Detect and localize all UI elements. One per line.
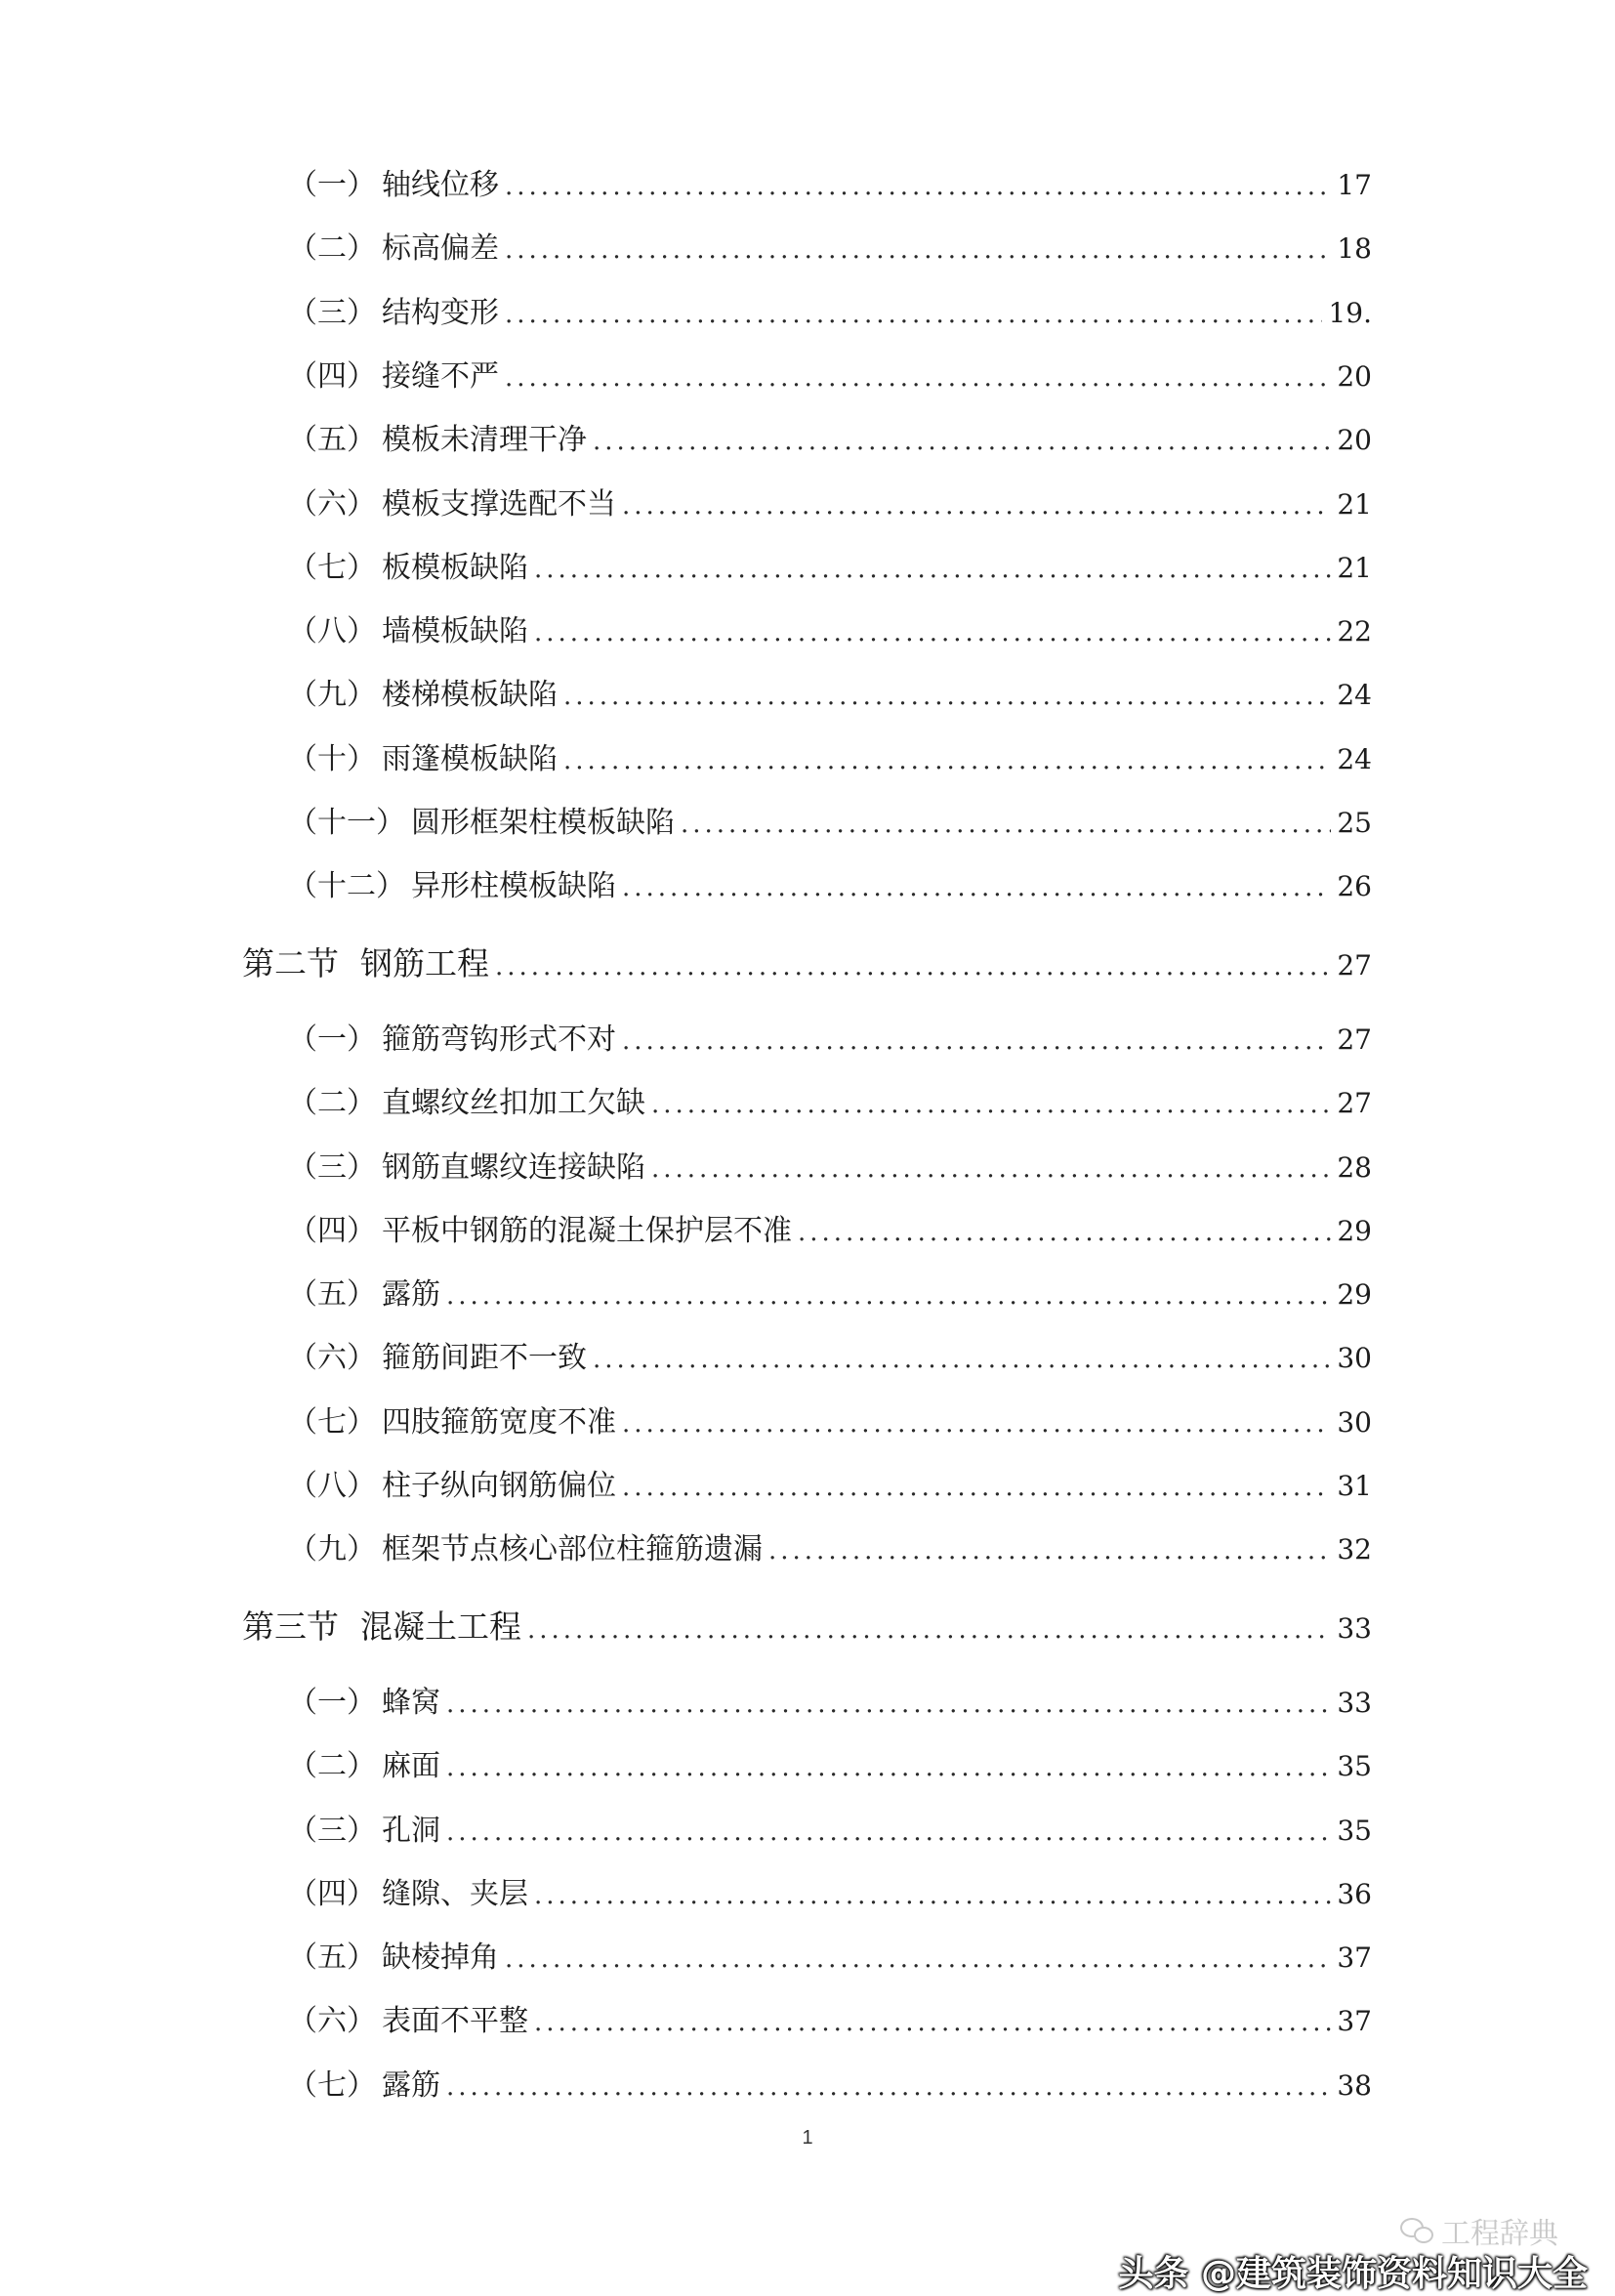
dot-leader — [651, 1149, 1331, 1189]
toc-entry-number: （一） — [288, 168, 376, 202]
toc-entry[interactable] — [288, 1530, 1372, 1570]
toc-entry-number: （一） — [288, 1022, 376, 1057]
toc-entry-number: （七） — [288, 550, 376, 585]
toc-section-heading[interactable] — [242, 944, 1372, 986]
toc-entry-number: （五） — [288, 1277, 376, 1313]
toc-entry-number: （四） — [288, 1213, 376, 1248]
dot-leader — [563, 741, 1331, 780]
toc-entry-number: 第二节 — [242, 943, 339, 982]
dot-leader — [593, 422, 1331, 461]
toc-entry-page: 32 — [1337, 1533, 1372, 1566]
toc-entry-title: 蜂窝 — [382, 1685, 440, 1720]
dot-leader — [534, 1876, 1331, 1915]
dot-leader — [446, 1685, 1331, 1724]
toc-entry-title: 标高偏差 — [382, 231, 499, 267]
toc-entry-title: 缺棱掉角 — [382, 1941, 499, 1976]
toc-entry-title: 缝隙、夹层 — [382, 1876, 528, 1911]
toc-entry-page: 38 — [1337, 2068, 1372, 2102]
toc-entry-title: 钢筋直螺纹连接缺陷 — [382, 1149, 645, 1185]
toc-entry-title: 孔洞 — [382, 1813, 440, 1848]
dot-leader — [593, 1340, 1331, 1379]
toc-entry-title: 箍筋弯钩形式不对 — [382, 1022, 616, 1057]
dot-leader — [768, 1531, 1331, 1570]
toc-entry-number: （六） — [288, 2004, 376, 2039]
toc-entry[interactable] — [288, 230, 1372, 270]
toc-entry-number: （八） — [288, 614, 376, 649]
toc-entry[interactable] — [288, 357, 1372, 397]
toc-entry[interactable] — [288, 2002, 1372, 2042]
toc-entry-title: 雨篷模板缺陷 — [382, 741, 558, 776]
toc-section-heading[interactable] — [242, 1607, 1372, 1649]
toc-entry[interactable] — [288, 1403, 1372, 1443]
toc-entry-title: 模板支撑选配不当 — [382, 486, 616, 522]
toc-entry-number: （八） — [288, 1469, 376, 1503]
toc-entry-title: 墙模板缺陷 — [382, 614, 528, 649]
toc-entry-title: 框架节点核心部位柱箍筋遗漏 — [382, 1532, 763, 1567]
toc-entry[interactable] — [288, 867, 1372, 907]
toc-entry[interactable] — [288, 2066, 1372, 2107]
toc-entry-number: （二） — [288, 1086, 376, 1121]
toc-entry-page: 27 — [1337, 1023, 1372, 1056]
toc-entry[interactable] — [288, 421, 1372, 461]
toc-entry-page: 33 — [1337, 1686, 1372, 1719]
toc-entry[interactable] — [288, 1812, 1372, 1852]
toc-entry-number: （七） — [288, 1404, 376, 1440]
toc-entry[interactable] — [288, 1275, 1372, 1315]
toc-entry[interactable] — [288, 1148, 1372, 1189]
toc-entry[interactable] — [288, 294, 1372, 334]
toc-entry-page: 37 — [1337, 2005, 1372, 2038]
toc-entry-number: （四） — [288, 1876, 376, 1911]
toc-entry[interactable] — [288, 1467, 1372, 1507]
toc-entry-title: 箍筋间距不一致 — [382, 1341, 587, 1376]
toc-entry-title: 圆形框架柱模板缺陷 — [411, 806, 675, 840]
toc-entry-page: 30 — [1337, 1405, 1372, 1439]
toc-entry-number: （七） — [288, 2067, 376, 2103]
toc-entry-title: 混凝土工程 — [360, 1607, 521, 1646]
toc-entry[interactable] — [288, 1875, 1372, 1915]
toc-entry-title: 异形柱模板缺陷 — [411, 869, 616, 904]
toc-entry-number: 第三节 — [242, 1607, 339, 1646]
toc-entry-title: 楼梯模板缺陷 — [382, 678, 558, 713]
dot-leader — [495, 947, 1331, 986]
toc-entry-title: 柱子纵向钢筋偏位 — [382, 1469, 616, 1503]
toc-entry-title: 四肢箍筋宽度不准 — [382, 1404, 616, 1440]
toc-entry-page: 31 — [1337, 1470, 1372, 1502]
page-number: 1 — [802, 2127, 813, 2149]
toc-entry-title: 平板中钢筋的混凝土保护层不准 — [382, 1213, 792, 1248]
toc-entry[interactable] — [288, 485, 1372, 525]
dot-leader — [505, 230, 1331, 270]
toc-entry[interactable] — [288, 549, 1372, 589]
toc-entry-title: 模板未清理干净 — [382, 423, 587, 458]
toc-entry-page: 21 — [1337, 551, 1372, 584]
toc-entry[interactable] — [288, 740, 1372, 780]
toc-entry-page: 18 — [1337, 232, 1372, 266]
toc-entry-number: （五） — [288, 1941, 376, 1976]
dot-leader — [622, 486, 1331, 525]
dot-leader — [505, 167, 1331, 206]
toc-entry-page: 20 — [1337, 424, 1372, 457]
toc-entry[interactable] — [288, 804, 1372, 844]
toc-entry-number: （三） — [288, 1813, 376, 1848]
toc-entry-page: 28 — [1337, 1150, 1372, 1184]
toc-entry[interactable] — [288, 1084, 1372, 1124]
toc-entry-number: （十一） — [288, 806, 405, 840]
dot-leader — [534, 2003, 1331, 2042]
toc-entry-number: （三） — [288, 295, 376, 330]
toc-entry-page: 27 — [1337, 948, 1372, 981]
toc-entry-number: （十） — [288, 741, 376, 776]
wechat-account-name: 工程辞典 — [1441, 2217, 1558, 2251]
toc-entry-page: 36 — [1337, 1877, 1372, 1910]
toc-entry-page: 33 — [1337, 1611, 1372, 1645]
toc-entry-page: 25 — [1337, 807, 1372, 839]
toc-entry-title: 表面不平整 — [382, 2004, 528, 2039]
toc-entry[interactable] — [288, 1021, 1372, 1061]
toc-entry[interactable] — [288, 166, 1372, 206]
toc-entry-page: 19. — [1328, 296, 1372, 329]
dot-leader — [446, 1748, 1331, 1787]
toc-entry-page: 37 — [1337, 1941, 1372, 1975]
toc-entry-title: 接缝不严 — [382, 358, 499, 394]
toc-entry-page: 30 — [1337, 1342, 1372, 1375]
toc-entry[interactable] — [288, 1939, 1372, 1979]
toc-entry[interactable] — [288, 1339, 1372, 1379]
toc-entry[interactable] — [288, 612, 1372, 652]
toc-entry-title: 钢筋工程 — [360, 943, 489, 982]
toc-entry-title: 露筋 — [382, 2067, 440, 2103]
dot-leader — [505, 1940, 1331, 1979]
toc-entry-page: 35 — [1337, 1814, 1372, 1847]
toc-entry-number: （九） — [288, 678, 376, 713]
dot-leader — [534, 550, 1331, 589]
toc-entry-page: 24 — [1337, 679, 1372, 712]
toc-entry-number: （二） — [288, 231, 376, 267]
dot-leader — [622, 868, 1331, 907]
toc-entry-title: 直螺纹丝扣加工欠缺 — [382, 1086, 645, 1121]
dot-leader — [446, 2067, 1331, 2107]
toc-entry-title: 轴线位移 — [382, 168, 499, 202]
toc-entry[interactable] — [288, 676, 1372, 716]
toc-entry-number: （一） — [288, 1685, 376, 1720]
toc-entry-number: （九） — [288, 1532, 376, 1567]
toc-entry[interactable] — [288, 1684, 1372, 1724]
dot-leader — [446, 1813, 1331, 1852]
toc-entry-title: 板模板缺陷 — [382, 550, 528, 585]
dot-leader — [505, 358, 1331, 397]
toc-entry-page: 26 — [1337, 870, 1372, 903]
source-watermark: 头条 @建筑装饰资料知识大全 — [1118, 2254, 1588, 2294]
dot-leader — [622, 1468, 1331, 1507]
toc-entry-number: （六） — [288, 1341, 376, 1376]
dot-leader — [534, 613, 1331, 652]
toc-entry-title: 麻面 — [382, 1749, 440, 1784]
toc-entry-number: （三） — [288, 1149, 376, 1185]
toc-entry-page: 24 — [1337, 742, 1372, 775]
toc-entry-number: （二） — [288, 1749, 376, 1784]
dot-leader — [527, 1610, 1331, 1649]
toc-entry-title: 露筋 — [382, 1277, 440, 1313]
toc-entry[interactable] — [288, 1212, 1372, 1252]
toc-entry-title: 结构变形 — [382, 295, 499, 330]
toc-entry-page: 20 — [1337, 359, 1372, 393]
dot-leader — [622, 1022, 1331, 1061]
toc-entry-page: 21 — [1337, 487, 1372, 521]
dot-leader — [651, 1085, 1331, 1124]
toc-entry-number: （十二） — [288, 869, 405, 904]
dot-leader — [622, 1404, 1331, 1443]
wechat-icon — [1400, 2218, 1433, 2243]
dot-leader — [798, 1213, 1331, 1252]
toc-entry-page: 29 — [1337, 1214, 1372, 1247]
toc-entry-number: （六） — [288, 486, 376, 522]
toc-entry-page: 29 — [1337, 1278, 1372, 1312]
toc-entry-page: 22 — [1337, 615, 1372, 648]
toc-entry-page: 27 — [1337, 1087, 1372, 1120]
toc-entry-page: 17 — [1337, 169, 1372, 201]
dot-leader — [681, 805, 1331, 844]
dot-leader — [446, 1276, 1331, 1315]
toc-entry-number: （四） — [288, 358, 376, 394]
dot-leader — [505, 295, 1322, 334]
toc-entry[interactable] — [288, 1747, 1372, 1787]
dot-leader — [563, 677, 1331, 716]
toc-entry-number: （五） — [288, 423, 376, 458]
toc-entry-page: 35 — [1337, 1750, 1372, 1783]
